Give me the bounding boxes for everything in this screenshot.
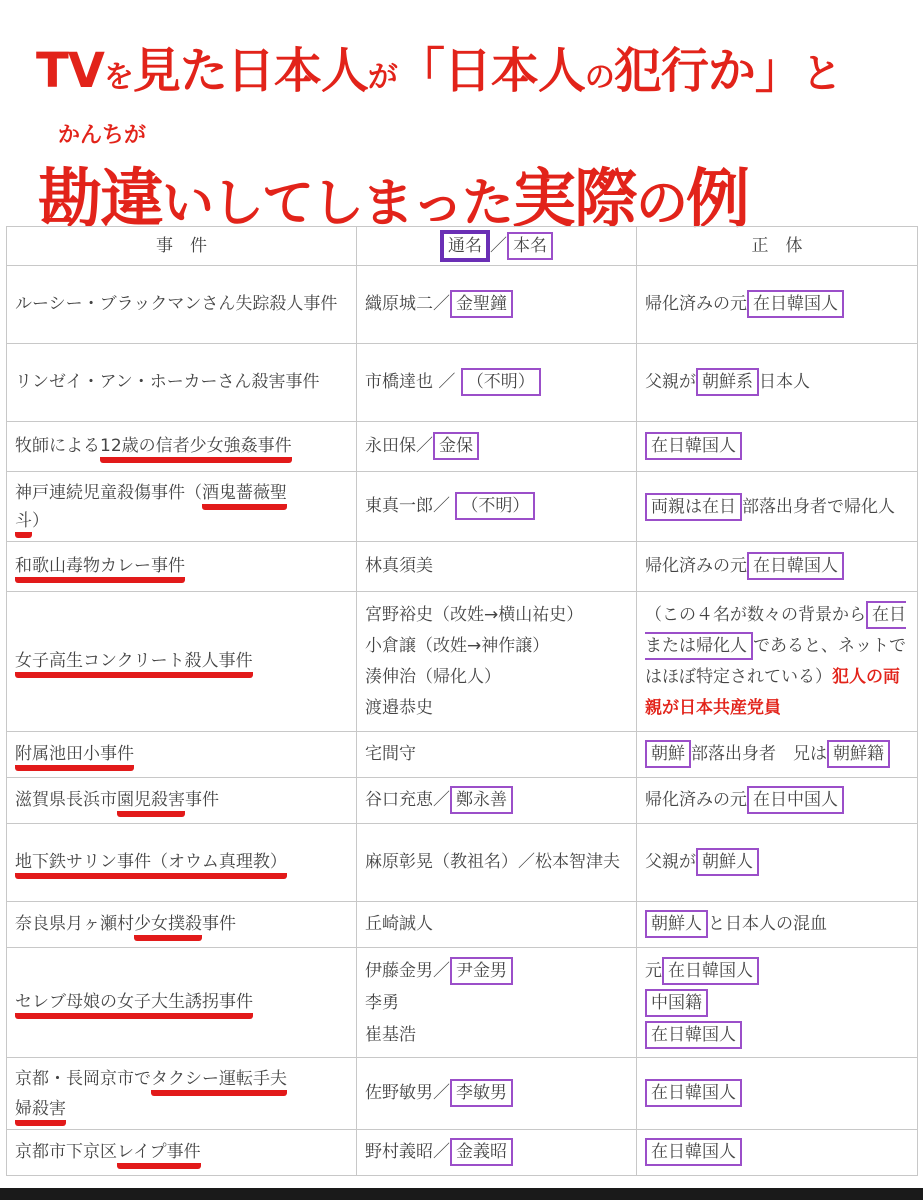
case-text: 京都・長岡京市で [15, 1068, 151, 1089]
identity-cell [637, 778, 918, 824]
name-cell: 麻原彰晃（教祖名）／松本智津夫 [357, 824, 637, 902]
headline-examples: 例 [686, 163, 749, 237]
header-real-label: 本名 [507, 232, 553, 260]
real-name: （不明） [455, 492, 535, 520]
identity-cell [637, 824, 918, 902]
identity-red-note: 犯人の両親が日本共産党員 [645, 666, 900, 718]
name-cell: 東真一郎／ （不明） [357, 472, 637, 542]
identity-text: であると、ネットではほぼ特定されている） [645, 635, 906, 687]
headline-line-1 [36, 32, 841, 101]
headline-crime: 犯行か」 [613, 43, 802, 99]
name-cell: 宅間守 [357, 732, 637, 778]
name-cell: 佐野敏男／ 李敏男 [357, 1058, 637, 1130]
identity-text: 部落出身者 兄は [691, 744, 827, 764]
headline-quote-japanese: 「日本人 [396, 43, 585, 99]
identity-text: 帰化済みの元 [645, 294, 747, 314]
name-cell: 野村義昭／ 金義昭 [357, 1130, 637, 1176]
identity-cell [637, 1058, 918, 1130]
identity-highlight: 朝鮮人 [645, 910, 708, 938]
headline-ruby: かんちが [58, 123, 147, 148]
table-row [7, 344, 918, 422]
table-row [7, 778, 918, 824]
case-cell [7, 902, 357, 948]
case-underlined: レイプ事件 [117, 1142, 201, 1169]
identity-highlight: 在日韓国人 [747, 552, 844, 580]
case-cell [7, 732, 357, 778]
identity-text: 父親が [645, 372, 696, 392]
case-underlined: 12歳の信者少女強姦事件 [100, 436, 292, 463]
identity-highlight: 中国籍 [645, 989, 708, 1017]
identity-highlight: 在日韓国人 [645, 432, 742, 460]
name-cell [357, 592, 637, 732]
case-text: 滋賀県長浜市 [15, 790, 117, 810]
real-name: 鄭永善 [450, 786, 513, 814]
real-name: 金義昭 [450, 1138, 513, 1166]
case-text: ） [32, 510, 49, 531]
identity-cell [637, 266, 918, 344]
headline-particle: と [801, 51, 841, 97]
identity-highlight: 朝鮮系 [696, 368, 759, 396]
identity-highlight: 在日または帰化人 [645, 601, 906, 660]
alias-name: 李勇 [365, 992, 399, 1013]
table-row [7, 902, 918, 948]
table-row [7, 824, 918, 902]
table-header-row [7, 227, 918, 266]
table-row [7, 1130, 918, 1176]
identity-highlight: 朝鮮 [645, 740, 691, 768]
case-cell [7, 542, 357, 592]
identity-cell [637, 902, 918, 948]
header-name [357, 227, 637, 266]
headline-misunderstand: 勘違 [38, 163, 162, 237]
case-cell: ルーシー・ブラックマンさん失踪殺人事件 [7, 266, 357, 344]
case-text: 奈良県月ヶ瀬村 [15, 914, 134, 934]
table-row [7, 592, 918, 732]
alias-name: 湊伸治（帰化人） [365, 666, 501, 687]
case-cell [7, 472, 357, 542]
header-identity: 正 体 [637, 227, 918, 266]
identity-cell [637, 542, 918, 592]
alias-name: 永田保 [365, 436, 416, 456]
alias-name: 伊藤金男 [365, 960, 433, 981]
alias-name: 東真一郎 [365, 496, 433, 516]
alias-name: 宮野裕史（改姓→横山祐史） [365, 604, 584, 625]
headline-particle: を [103, 60, 133, 95]
case-underlined: 少女撲殺 [134, 914, 202, 941]
identity-highlight: 在日中国人 [747, 786, 844, 814]
case-underlined: 附属池田小事件 [15, 744, 134, 771]
alias-name: 佐野敏男 [365, 1083, 433, 1103]
real-name: 金保 [433, 432, 479, 460]
identity-highlight: 朝鮮籍 [827, 740, 890, 768]
identity-cell [637, 1130, 918, 1176]
name-cell: 織原城二／ 金聖鐘 [357, 266, 637, 344]
identity-text: 日本人 [759, 372, 810, 392]
case-text: 事件 [185, 790, 219, 810]
table-row [7, 266, 918, 344]
case-underlined: 婦殺害 [15, 1099, 66, 1126]
case-cell [7, 948, 357, 1058]
case-cell [7, 824, 357, 902]
table-row [7, 732, 918, 778]
headline-seen-japanese: 見た日本人 [132, 43, 368, 99]
name-cell: 丘崎誠人 [357, 902, 637, 948]
identity-highlight: 在日韓国人 [645, 1079, 742, 1107]
case-underlined: 和歌山毒物カレー事件 [15, 556, 185, 583]
identity-highlight: 在日韓国人 [645, 1021, 742, 1049]
case-underlined: セレブ母娘の女子大生誘拐事件 [15, 992, 253, 1019]
alias-name: 市橋達也 [365, 372, 433, 392]
case-cell [7, 592, 357, 732]
real-name: 尹金男 [450, 957, 513, 985]
identity-highlight: 朝鮮人 [696, 848, 759, 876]
table-row [7, 1058, 918, 1130]
identity-highlight: 両親は在日 [645, 493, 742, 521]
identity-highlight: 在日韓国人 [662, 957, 759, 985]
alias-name: 谷口充恵 [365, 790, 433, 810]
cases-table [6, 226, 918, 1176]
case-underlined: 酒鬼薔薇聖 [202, 483, 287, 510]
case-text: 事件 [202, 914, 236, 934]
alias-name: 織原城二 [365, 294, 433, 314]
case-underlined: 斗 [15, 511, 32, 538]
case-text: 神戸連続児童殺傷事件（ [15, 482, 202, 503]
headline-particle: の [584, 60, 614, 95]
alias-name: 小倉譲（改姓→神作譲） [365, 635, 550, 656]
alias-name: 崔基浩 [365, 1024, 416, 1045]
identity-cell [637, 592, 918, 732]
identity-cell [637, 472, 918, 542]
identity-cell [637, 422, 918, 472]
table-row [7, 472, 918, 542]
alias-name: 野村義昭 [365, 1142, 433, 1162]
case-cell [7, 778, 357, 824]
headline-tv: TV [36, 43, 104, 99]
headline-particle: が [367, 60, 397, 95]
case-cell: リンゼイ・アン・ホーカーさん殺害事件 [7, 344, 357, 422]
identity-highlight: 在日韓国人 [747, 290, 844, 318]
real-name: 金聖鐘 [450, 290, 513, 318]
identity-text: 帰化済みの元 [645, 556, 747, 576]
case-text: 京都市下京区 [15, 1142, 117, 1162]
real-name: （不明） [461, 368, 541, 396]
identity-text: 部落出身者で帰化人 [742, 496, 895, 517]
headline-particle: の [636, 174, 687, 234]
case-underlined: タクシー運転手夫 [151, 1069, 287, 1096]
name-cell: 谷口充恵／ 鄭永善 [357, 778, 637, 824]
identity-cell [637, 344, 918, 422]
case-cell [7, 1058, 357, 1130]
header-case: 事 件 [7, 227, 357, 266]
case-cell [7, 1130, 357, 1176]
table-row [7, 542, 918, 592]
real-name: 李敏男 [450, 1079, 513, 1107]
alias-name: 渡邉恭史 [365, 697, 433, 718]
headline-did: いしてしまった [162, 174, 513, 234]
identity-text: （この４名が数々の背景から [645, 604, 866, 625]
headline-actual: 実際 [512, 163, 637, 237]
table-row [7, 948, 918, 1058]
identity-cell [637, 732, 918, 778]
name-cell: 林真須美 [357, 542, 637, 592]
case-text: 牧師による [15, 436, 100, 456]
case-underlined: 地下鉄サリン事件（オウム真理教） [15, 852, 287, 879]
identity-text: 父親が [645, 852, 696, 872]
identity-highlight: 在日韓国人 [645, 1138, 742, 1166]
identity-text: と日本人の混血 [708, 914, 827, 934]
identity-cell [637, 948, 918, 1058]
header-slash: ／ [490, 235, 507, 256]
identity-text: 元 [645, 960, 662, 981]
table-row [7, 422, 918, 472]
name-cell: 永田保／ 金保 [357, 422, 637, 472]
case-underlined: 園児殺害 [117, 790, 185, 817]
identity-text: 帰化済みの元 [645, 790, 747, 810]
header-alias-label: 通名 [440, 230, 490, 262]
case-underlined: 女子高生コンクリート殺人事件 [15, 651, 253, 678]
name-cell: 市橋達也 ／ （不明） [357, 344, 637, 422]
bottom-bar [0, 1188, 923, 1200]
case-cell [7, 422, 357, 472]
name-cell: 伊藤金男／ 尹金男 李勇 崔基浩 [357, 948, 637, 1058]
